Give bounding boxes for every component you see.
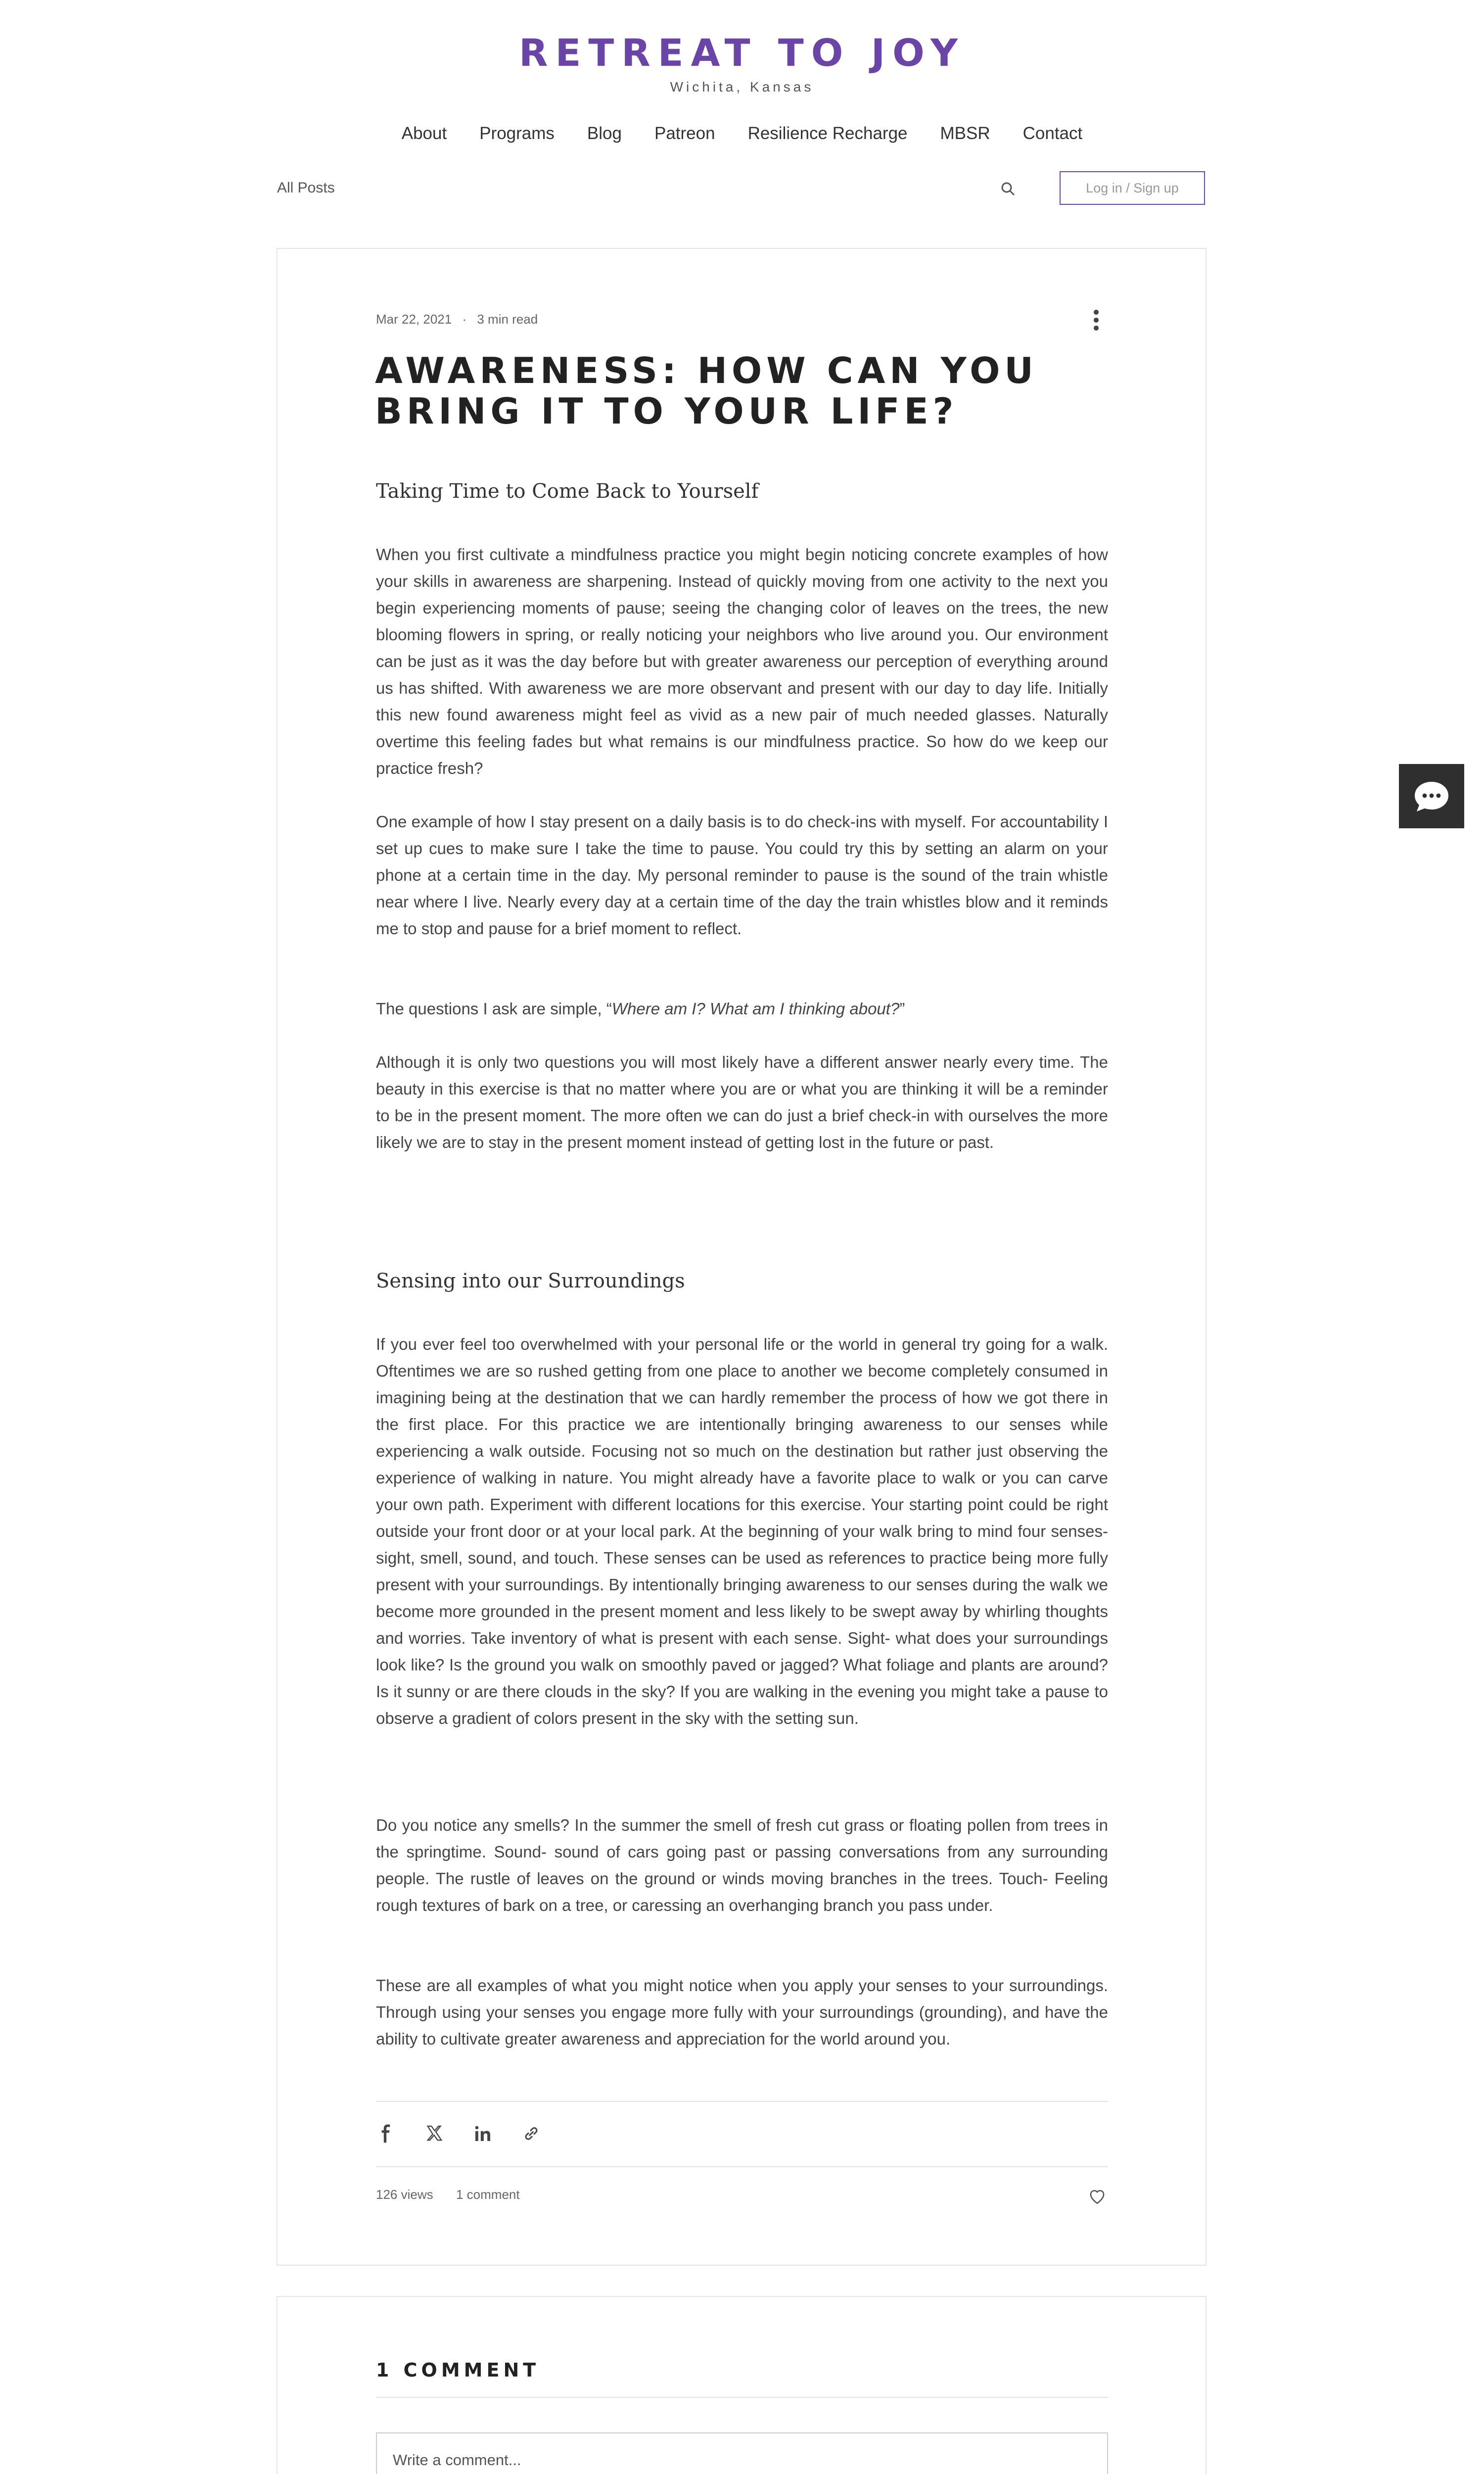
paragraph-7: These are all examples of what you might notice when you apply your senses to your surroundings. Through using your senses you engage more fully with your surroundings (grounding), and have the ability to cultivate greater awareness and appreciation for the world around you.	[376, 1976, 1108, 2048]
nav-resilience-recharge[interactable]: Resilience Recharge	[747, 124, 908, 143]
x-share-icon[interactable]	[424, 2124, 444, 2143]
paragraph-5: If you ever feel too overwhelmed with your personal life or the world in general try going for a walk. Oftentimes we are so rushed getting from one place to another we become completely consumed in imagining being at the destination that we can hardly remember the process of how we got there in the first place. For this practice we are intentionally bringing awareness to our senses while experiencing a walk outside. Focusing not so much on the destination but rather just observing the experience of walking in nature. You might already have a favorite place to walk or you can carve your own path. Experiment with different locations for this exercise. Your starting point could be right outside your front door or at your local park. At the beginning of your walk bring to mind four senses- sight, smell, sound, and touch. These senses can be used as references to practice being more fully present with your surroundings. By intentionally bringing awareness to our senses during the walk we become more grounded in the present moment and less likely to be swept away by whirling thoughts and worries. Take inventory of what is present with each sense. Sight- what does your surroundings look like? Is the ground you walk on smoothly paved or jagged? What foliage and plants are around? Is it sunny or are there clouds in the sky? If you are walking in the evening you might take a pause to observe a gradient of colors present in the sky with the setting sun.	[376, 1335, 1108, 1727]
site-logo[interactable]: RETREAT TO JOY	[518, 31, 966, 75]
paragraph-2: One example of how I stay present on a daily basis is to do check-ins with myself. For accountability I set up cues to make sure I take the time to pause. You could try this by setting an alarm on your phone at a certain time in the day. My personal reminder to pause is the sound of the train whistle near where I live. Nearly every day at a certain time of the day the train whistles blow and it reminds me to stop and pause for a brief moment to reflect.	[376, 812, 1108, 938]
p3-lead: The questions I ask are simple, “	[376, 999, 612, 1018]
all-posts-link[interactable]: All Posts	[277, 180, 335, 196]
p3-quote: Where am I? What am I thinking about?	[611, 999, 900, 1018]
paragraph-1: When you first cultivate a mindfulness practice you might begin noticing concrete examples of how your skills in awareness are sharpening. Instead of quickly moving from one activity to the next you begin experiencing moments of pause; seeing the changing color of leaves on the trees, the new blooming flowers in spring, or really noticing your neighbors who live around you. Our environment can be just as it was the day before but with greater awareness our perception of everything around us has shifted. With awareness we are more observant and present with our day to day life. Initially this new found awareness might feel as vivid as a new pair of much needed glasses. Naturally overtime this feeling fades but what remains is our mindfulness practice. So how do we keep our practice fresh?	[376, 545, 1108, 777]
search-icon[interactable]	[999, 180, 1017, 198]
nav-contact[interactable]: Contact	[1022, 124, 1083, 143]
paragraph-6: Do you notice any smells? In the summer the smell of fresh cut grass or floating pollen from trees in the springtime. Sound- sound of cars going past or passing conversations from any surrounding people. The rustle of leaves on the ground or winds moving branches in the trees. Touch- Feeling rough textures of bark on a tree, or caressing an overhanging branch you pass under.	[376, 1816, 1108, 1914]
section-heading-1: Taking Time to Come Back to Yourself	[376, 480, 759, 503]
login-signup-button[interactable]: Log in / Sign up	[1060, 171, 1205, 205]
meta-separator: ·	[462, 312, 467, 327]
comments-divider	[376, 2397, 1108, 2398]
post-date: Mar 22, 2021	[376, 312, 452, 327]
divider-top	[376, 2101, 1108, 2102]
nav-about[interactable]: About	[401, 124, 447, 143]
comments-title: 1 COMMENT	[376, 2359, 540, 2381]
nav-patreon[interactable]: Patreon	[654, 124, 715, 143]
linkedin-share-icon[interactable]	[473, 2124, 493, 2143]
post-title: AWARENESS: HOW CAN YOU BRING IT TO YOUR LIFE?	[375, 350, 1038, 432]
site-location: Wichita, Kansas	[670, 79, 814, 95]
nav-blog[interactable]: Blog	[587, 124, 622, 143]
post-meta	[376, 312, 538, 327]
section-heading-2: Sensing into our Surroundings	[376, 1270, 685, 1292]
p3-end: ”	[899, 999, 905, 1018]
post-comments-count[interactable]: 1 comment	[456, 2187, 520, 2202]
link-share-icon[interactable]	[521, 2124, 541, 2143]
read-time: 3 min read	[477, 312, 538, 327]
main-nav	[0, 124, 1484, 143]
write-comment-input[interactable]: Write a comment...	[376, 2432, 1108, 2474]
nav-mbsr[interactable]: MBSR	[940, 124, 990, 143]
paragraph-3	[376, 996, 1108, 1022]
more-options-icon[interactable]	[1093, 309, 1100, 332]
share-bar	[376, 2124, 541, 2143]
chat-widget-button[interactable]	[1399, 764, 1464, 828]
post-views: 126 views	[376, 2187, 433, 2202]
facebook-share-icon[interactable]	[376, 2124, 396, 2143]
chat-icon	[1399, 764, 1464, 828]
divider-bottom	[376, 2166, 1108, 2167]
like-heart-icon[interactable]	[1087, 2187, 1107, 2205]
paragraph-4: Although it is only two questions you will most likely have a different answer nearly every time. The beauty in this exercise is that no matter where you are or what you are thinking it will be a reminder to be in the present moment. The more often we can do just a brief check-in with ourselves the more likely we are to stay in the present moment instead of getting lost in the future or past.	[376, 1053, 1108, 1151]
nav-programs[interactable]: Programs	[479, 124, 555, 143]
